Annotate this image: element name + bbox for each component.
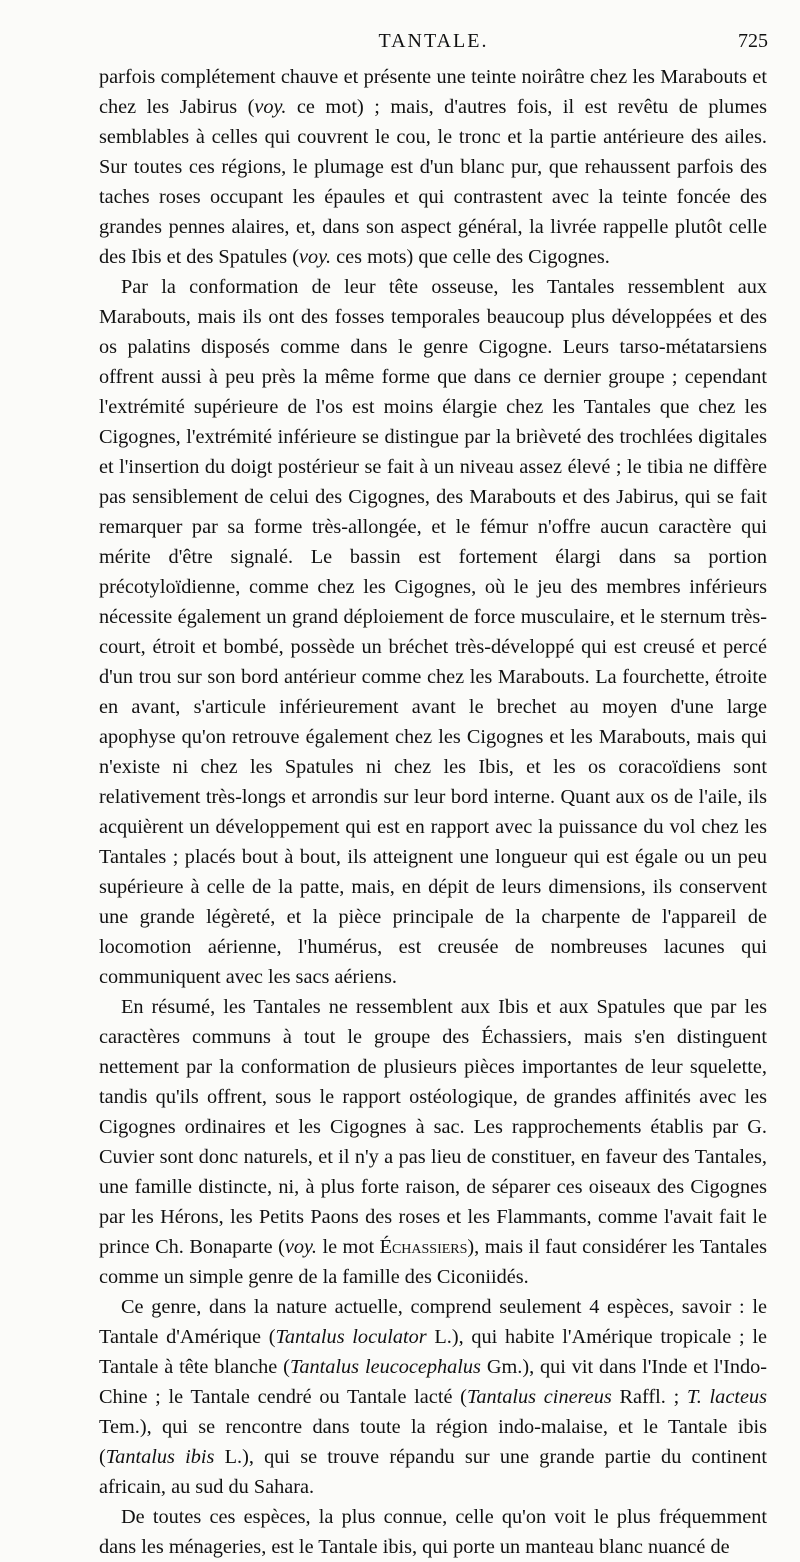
italic-text: T. lacteus — [686, 1386, 767, 1408]
text-run: L.), qui se trouve répandu sur une grande partie du continent africain, au sud du Sahara. — [99, 1446, 768, 1498]
italic-text: Tantalus cinereus — [466, 1386, 612, 1408]
italic-text: voy. — [284, 1236, 317, 1258]
italic-text: Tantalus leucocephalus — [289, 1356, 481, 1378]
body-text — [99, 62, 767, 1562]
text-run: Gm.), qui vit dans l'Inde et l'Indo-Chine ; le Tantale cendré ou Tantale lacté ( — [99, 1356, 768, 1408]
italic-text: Tantalus ibis — [105, 1446, 215, 1468]
paragraph — [99, 1292, 767, 1502]
page-number: 725 — [738, 30, 768, 52]
text-run: De toutes ces espèces, la plus connue, celle qu'on voit le plus fréquemment dans les ménageries, est le Tantale ibis, qui porte un manteau blanc nuancé de — [99, 1506, 767, 1558]
italic-text: voy. — [254, 96, 287, 118]
text-run: ce mot) ; mais, d'autres fois, il est revêtu de plumes semblables à celles qui couvrent le cou, le tronc et la partie antérieure des ailes. Sur toutes ces régions, le plumage est d'un blanc pur, que rehaussent parfois des taches roses occupant les épaules et qui contrastent avec la teinte foncée des grandes pennes alaires, et, dans son aspect général, la livrée rappelle plutôt celle des Ibis et des Spatules ( — [99, 96, 767, 268]
small-caps-text: Échassiers — [379, 1236, 468, 1258]
running-header — [99, 22, 768, 52]
running-title: TANTALE. — [378, 30, 489, 52]
text-run: L.), qui habite l'Amérique tropicale ; le Tantale à tête blanche ( — [99, 1326, 767, 1378]
text-run: En résumé, les Tantales ne ressemblent aux Ibis et aux Spatules que par les caractères communs à tout le groupe des Échassiers, mais s'en distinguent nettement par la conformation de plusieurs pièces importantes de leur squelette, tandis qu'ils offrent, sous le rapport ostéologique, de grandes affinités avec les Cigognes ordinaires et les Cigognes à sac. Les rapprochements établis par G. Cuvier sont donc naturels, et il n'y a pas lieu de constituer, en faveur des Tantales, une famille distincte, ni, à plus forte raison, de séparer ces oiseaux des Cigognes par les Hérons, les Petits Paons des roses et les Flammants, comme l'avait fait le prince Ch. Bonaparte ( — [99, 996, 767, 1258]
text-run: le mot — [317, 1236, 380, 1258]
text-run: Tem.), qui se rencontre dans toute la région indo-malaise, et le Tantale ibis ( — [99, 1416, 767, 1468]
text-run: Ce genre, dans la nature actuelle, comprend seulement 4 espèces, savoir : le Tantale d'Amérique ( — [99, 1296, 767, 1348]
text-run: Raffl. ; — [611, 1386, 687, 1408]
italic-text: voy. — [298, 246, 332, 268]
paragraph — [99, 62, 767, 272]
text-run: Par la conformation de leur tête osseuse, les Tantales ressemblent aux Marabouts, mais ils ont des fosses temporales beaucoup plus développées et des os palatins disposés comme dans le genre Cigogne. Leurs tarso-métatarsiens offrent aussi à peu près la même forme que dans ce dernier groupe ; cependant l'extrémité supérieure de l'os est moins élargie chez les Tantales que chez les Cigognes, l'extrémité inférieure se distingue par la brièveté des trochlées digitales et l'insertion du doigt postérieur se fait à un niveau assez élevé ; le tibia ne diffère pas sensiblement de celui des Cigognes, des Marabouts et des Jabirus, qui se fait remarquer par sa forme très-allongée, et le fémur n'offre aucun caractère qui mérite d'être signalé. Le bassin est fortement élargi dans sa portion précotyloïdienne, comme chez les Cigognes, où le jeu des membres inférieurs nécessite également un grand déploiement de force musculaire, et le sternum très-court, étroit et bombé, possède un bréchet très-développé qui est creusé et percé d'un trou sur son bord antérieur comme chez les Marabouts. La fourchette, étroite en avant, s'articule inférieurement avant le brechet au moyen d'une large apophyse qu'on retrouve également chez les Cigognes et les Marabouts, mais qui n'existe ni chez les Spatules ni chez les Ibis, et les os coracoïdiens sont relativement très-longs et arrondis sur leur bord interne. Quant aux os de l'aile, ils acquièrent un développement qui est en rapport avec la puissance du vol chez les Tantales ; placés bout à bout, ils atteignent une longueur qui est égale ou un peu supérieure à celle de la patte, mais, en dépit de leurs dimensions, ils conservent une grande légèreté, et la pièce principale de la charpente de l'appareil de locomotion aérienne, l'humérus, est creusée de nombreuses lacunes qui communiquent avec les sacs aériens. — [99, 276, 767, 988]
paragraph — [99, 272, 767, 992]
text-run: parfois complétement chauve et présente une teinte noirâtre chez les Marabouts et chez les Jabirus ( — [99, 66, 767, 118]
paragraph — [99, 992, 767, 1292]
text-run: ), mais il faut considérer les Tantales comme un simple genre de la famille des Ciconiidés. — [99, 1236, 767, 1288]
paragraph — [99, 1502, 767, 1562]
text-run: ces mots) que celle des Cigognes. — [331, 246, 610, 268]
italic-text: Tantalus loculator — [275, 1326, 427, 1348]
